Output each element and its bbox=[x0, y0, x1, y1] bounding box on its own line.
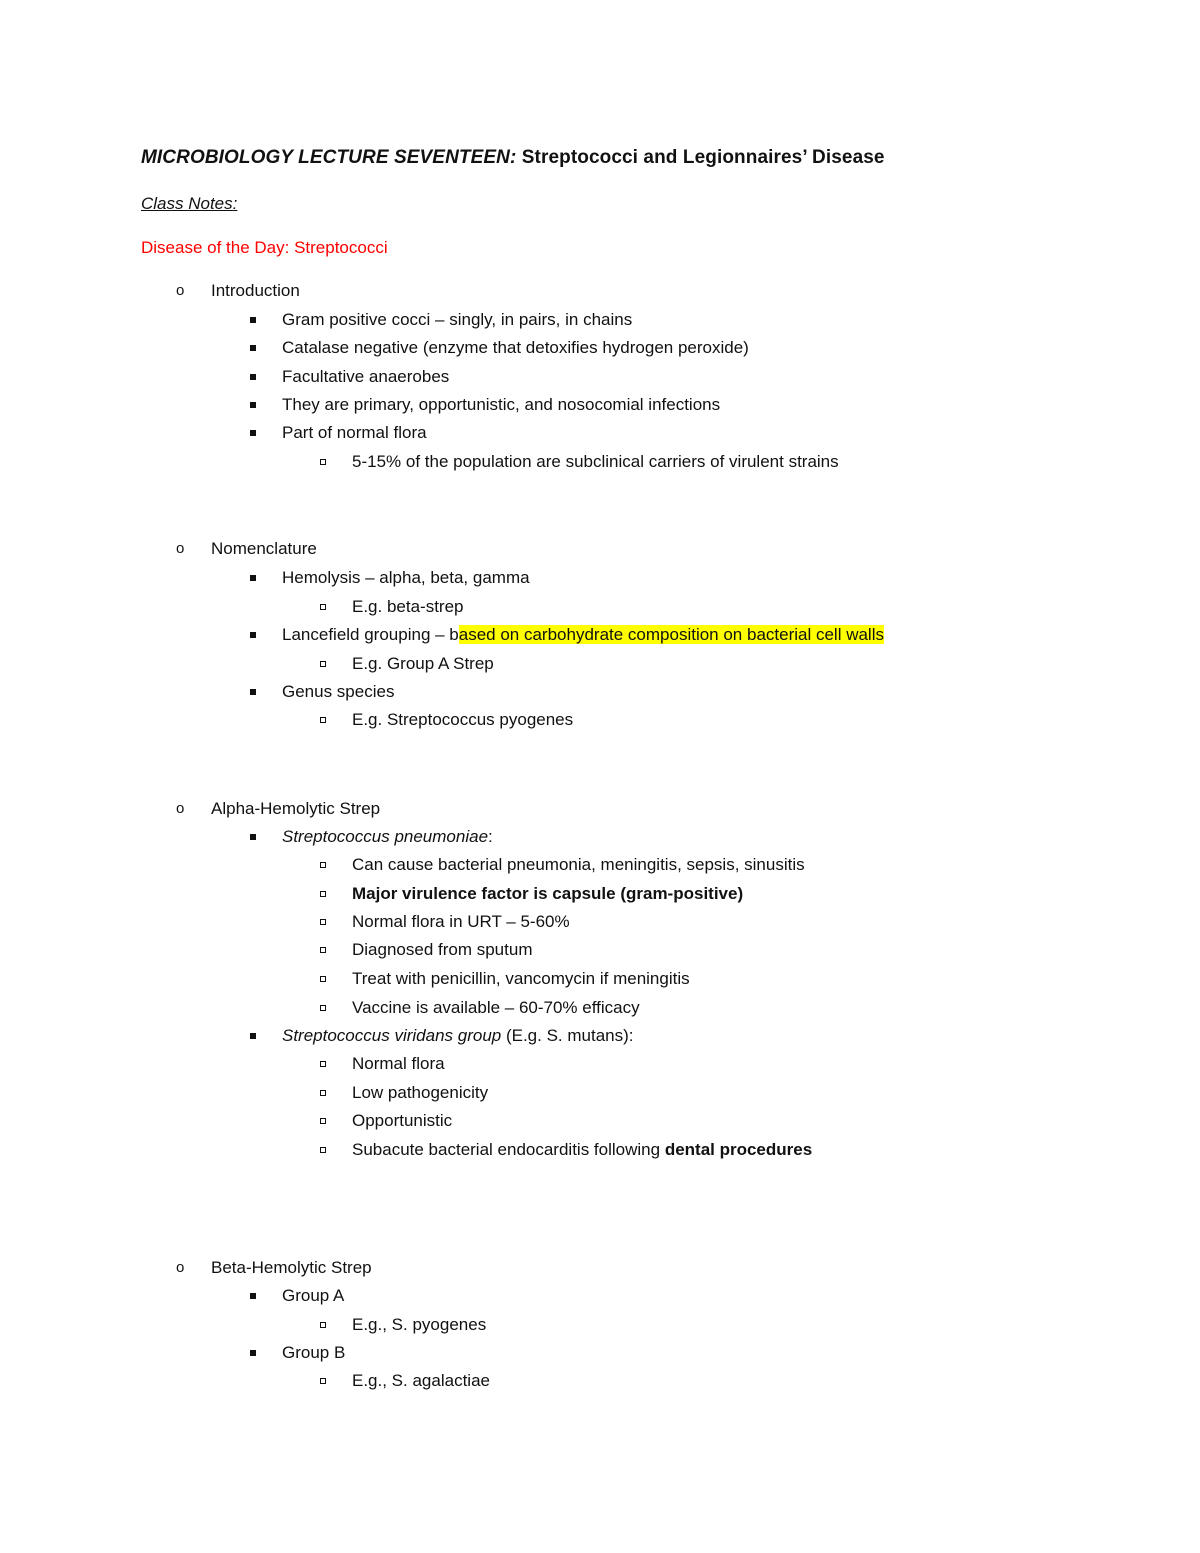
page-title bbox=[141, 144, 885, 172]
hollow-square-bullet-icon bbox=[320, 947, 326, 953]
square-bullet-icon bbox=[250, 402, 256, 408]
hollow-square-bullet-icon bbox=[320, 862, 326, 868]
square-bullet-icon bbox=[250, 575, 256, 581]
title-rest: Streptococci and Legionnaires’ Disease bbox=[516, 147, 885, 168]
hollow-square-bullet-icon bbox=[320, 919, 326, 925]
square-bullet-icon bbox=[250, 1033, 256, 1039]
hollow-square-bullet-icon bbox=[320, 1378, 326, 1384]
hollow-square-bullet-icon bbox=[320, 1005, 326, 1011]
hollow-square-bullet-icon bbox=[320, 1090, 326, 1096]
section-heading: Nomenclature bbox=[211, 539, 317, 558]
section-heading: Alpha-Hemolytic Strep bbox=[211, 799, 381, 818]
circle-bullet-icon: o bbox=[176, 282, 185, 299]
square-bullet-icon bbox=[250, 632, 256, 638]
square-bullet-icon bbox=[250, 345, 256, 351]
disease-of-the-day-heading: Disease of the Day: Streptococci bbox=[141, 238, 388, 257]
highlighted-text: ased on carbohydrate composition on bacterial cell walls bbox=[458, 625, 884, 644]
class-notes-label: Class Notes: bbox=[141, 194, 238, 213]
circle-bullet-icon: o bbox=[176, 800, 185, 817]
hollow-square-bullet-icon bbox=[320, 661, 326, 667]
square-bullet-icon bbox=[250, 834, 256, 840]
circle-bullet-icon: o bbox=[176, 540, 185, 557]
title-prefix: MICROBIOLOGY LECTURE SEVENTEEN: bbox=[141, 147, 517, 168]
square-bullet-icon bbox=[250, 689, 256, 695]
hollow-square-bullet-icon bbox=[320, 1118, 326, 1124]
square-bullet-icon bbox=[250, 430, 256, 436]
section-heading: Beta-Hemolytic Strep bbox=[211, 1258, 372, 1277]
hollow-square-bullet-icon bbox=[320, 1147, 326, 1153]
hollow-square-bullet-icon bbox=[320, 891, 326, 897]
square-bullet-icon bbox=[250, 1293, 256, 1299]
circle-bullet-icon: o bbox=[176, 1259, 185, 1276]
hollow-square-bullet-icon bbox=[320, 976, 326, 982]
hollow-square-bullet-icon bbox=[320, 1061, 326, 1067]
document-page: MICROBIOLOGY LECTURE SEVENTEEN: Streptococci and Legionnaires’ Disease Class Notes: Disease of the Day: Streptococci o Introduction Gram positive cocci – singly, in pairs, in chains Catalase negative (enzyme that detoxifies hydrogen peroxide) Facultative anaerobes They are primary, opportunistic, and nosocomial infections Part of normal flora 5-15% of the population are subclinical carriers of virulent strains o Nomenclature Hemolysis – alpha, beta, gamma E.g. beta-strep Lancefield grouping – based on carbohydrate composition on bacterial cell walls E.g. Group A Strep Genus species E.g. Streptococcus pyogenes o Alpha-Hemolytic Strep Streptococcus pneumoniae: Can cause bacterial pneumonia, meningitis, sepsis, sinusitis Major virulence factor is capsule (gram-positive) Normal flora in URT – 5-60% Diagnosed from sputum Treat with penicillin, vancomycin if meningitis Vaccine is available – 60-70% efficacy Streptococcus viridans group (E.g. S. mutans): Normal flora Low pathogenicity Opportunistic Subacute bacterial endocarditis following dental procedures o Beta-Hemolytic Strep Group A E.g., S. pyogenes Group B E.g., S. agalactiae bbox=[0, 0, 1200, 1553]
square-bullet-icon bbox=[250, 1350, 256, 1356]
hollow-square-bullet-icon bbox=[320, 717, 326, 723]
hollow-square-bullet-icon bbox=[320, 604, 326, 610]
hollow-square-bullet-icon bbox=[320, 459, 326, 465]
square-bullet-icon bbox=[250, 317, 256, 323]
hollow-square-bullet-icon bbox=[320, 1322, 326, 1328]
section-heading: Introduction bbox=[211, 281, 300, 300]
square-bullet-icon bbox=[250, 374, 256, 380]
